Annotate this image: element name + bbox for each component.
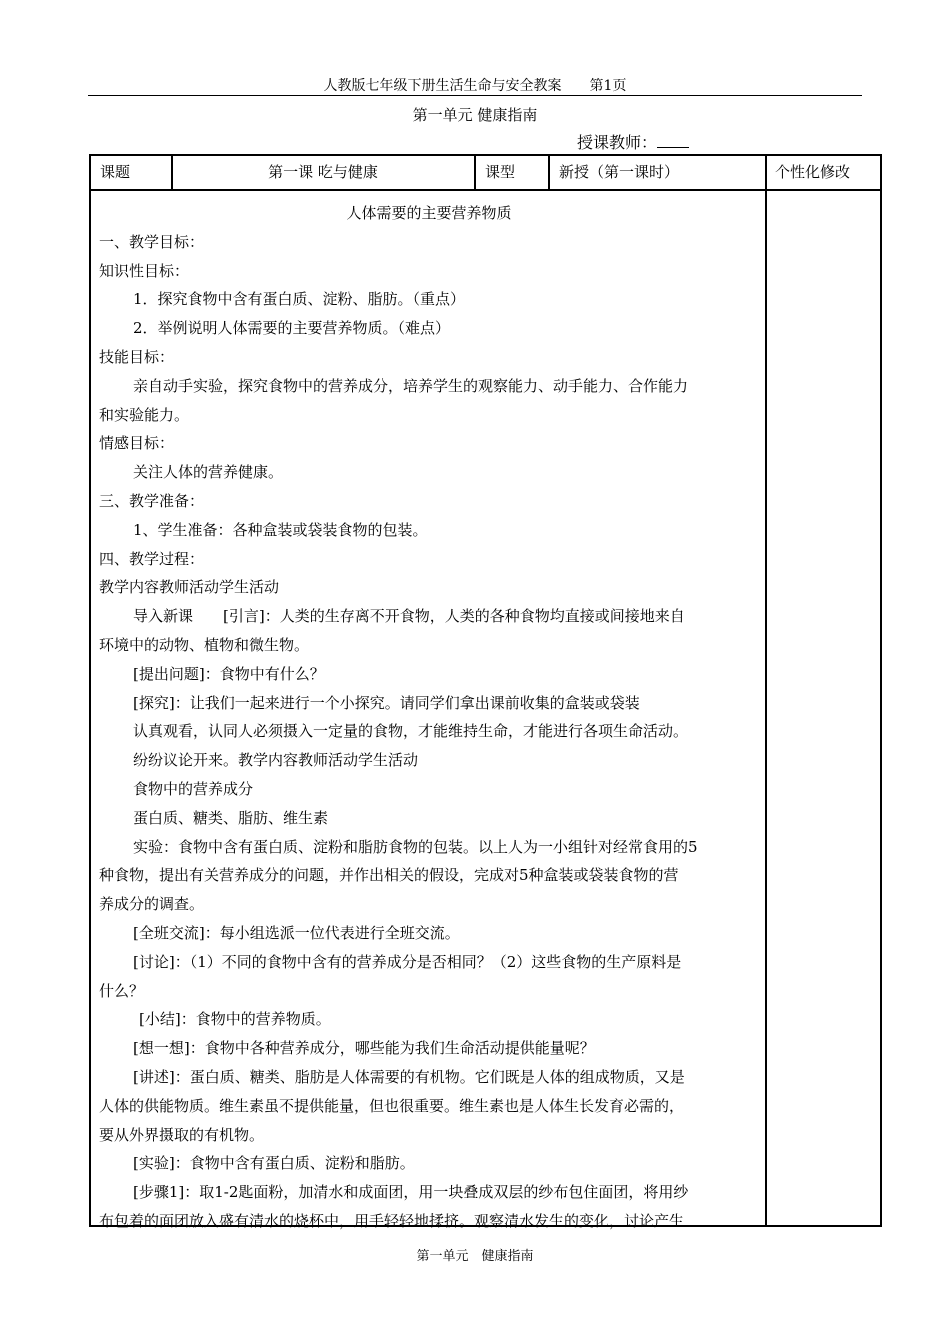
text-line: [讨论]：（1）不同的食物中含有的营养成分是否相同？（2）这些食物的生产原料是 xyxy=(133,952,682,971)
table-border-right xyxy=(880,154,882,1226)
header-rule xyxy=(88,95,862,96)
text-line: [全班交流]：每小组选派一位代表进行全班交流。 xyxy=(133,923,460,942)
text-line: 1．探究食物中含有蛋白质、淀粉、脂肪。（重点） xyxy=(133,290,466,309)
text-line: 环境中的动物、植物和微生物。 xyxy=(99,635,310,654)
header-cell-type-label: 课型 xyxy=(485,163,516,181)
text-line: [步骤1]：取1-2匙面粉，加清水和成面团，用一块叠成双层的纱布包住面团，将用纱 xyxy=(133,1183,689,1202)
text-line: 实验：食物中含有蛋白质、淀粉和脂肪食物的包装。以上人为一小组针对经常食用的5 xyxy=(133,837,698,856)
text-line: 知识性目标： xyxy=(99,261,190,280)
text-line: 2．举例说明人体需要的主要营养物质。（难点） xyxy=(133,319,451,338)
text-line: 纷纷议论开来。教学内容教师活动学生活动 xyxy=(133,751,419,770)
text-line: 导入新课 [引言]：人类的生存离不开食物，人类的各种食物均直接或间接地来自 xyxy=(133,607,685,626)
text-line: 一、教学目标： xyxy=(99,232,205,251)
lesson-body xyxy=(99,199,759,1236)
text-line: 什么？ xyxy=(99,981,145,1000)
teacher-blank xyxy=(657,133,689,148)
text-line: [提出问题]：食物中有什么？ xyxy=(133,664,325,683)
text-line: 教学内容教师活动学生活动 xyxy=(99,578,280,597)
text-line: 四、教学过程： xyxy=(99,549,205,568)
text-line: 布包着的面团放入盛有清水的烧杯中，用手轻轻地揉挤。观察清水发生的变化，讨论产生 xyxy=(99,1211,685,1230)
header-cell-topic: 第一课 吃与健康 xyxy=(268,163,378,181)
text-line: [实验]：食物中含有蛋白质、淀粉和脂肪。 xyxy=(133,1154,415,1173)
text-line: 1、学生准备：各种盒装或袋装食物的包装。 xyxy=(133,520,428,539)
unit-title: 第一单元 健康指南 xyxy=(412,106,538,124)
page-header: 人教版七年级下册生活生命与安全教案 第1页 xyxy=(323,78,627,94)
text-line: 要从外界摄取的有机物。 xyxy=(99,1125,265,1144)
text-line: 食物中的营养成分 xyxy=(133,779,254,798)
table-col-divider-2 xyxy=(474,154,476,190)
text-line: 蛋白质、糖类、脂肪、维生素 xyxy=(133,808,329,827)
text-line: 技能目标： xyxy=(99,347,175,366)
page-footer: 第一单元 健康指南 xyxy=(416,1249,534,1264)
teacher-field xyxy=(577,132,689,154)
text-line: 认真观看，认同人必须摄入一定量的食物，才能维持生命，才能进行各项生命活动。 xyxy=(133,722,689,741)
teacher-label: 授课教师： xyxy=(577,133,658,152)
text-line: 关注人体的营养健康。 xyxy=(133,463,284,482)
text-line: 亲自动手实验，探究食物中的营养成分，培养学生的观察能力、动手能力、合作能力 xyxy=(133,376,689,395)
table-header-divider xyxy=(89,189,882,191)
table-col-divider-4 xyxy=(765,154,767,1226)
text-line: [小结]：食物中的营养物质。 xyxy=(139,1010,331,1029)
text-line: [探究]：让我们一起来进行一个小探究。请同学们拿出课前收集的盒装或袋装 xyxy=(133,693,640,712)
text-line: [讲述]：蛋白质、糖类、脂肪是人体需要的有机物。它们既是人体的组成物质，又是 xyxy=(133,1067,685,1086)
header-cell-custom: 个性化修改 xyxy=(775,163,851,181)
text-line: [想一想]：食物中各种营养成分，哪些能为我们生命活动提供能量呢？ xyxy=(133,1039,595,1058)
header-cell-topic-label: 课题 xyxy=(100,163,131,181)
text-line: 情感目标： xyxy=(99,434,175,453)
text-line: 人体的供能物质。维生素虽不提供能量，但也很重要。维生素也是人体生长发育必需的， xyxy=(99,1096,685,1115)
text-line: 和实验能力。 xyxy=(99,405,190,424)
table-col-divider-3 xyxy=(548,154,550,190)
text-line: 种食物，提出有关营养成分的问题，并作出相关的假设，完成对5种盒装或袋装食物的营 xyxy=(99,866,679,885)
text-line: 养成分的调查。 xyxy=(99,895,205,914)
text-line: 三、教学准备： xyxy=(99,491,205,510)
table-border-left xyxy=(89,154,91,1226)
section-title: 人体需要的主要营养物质 xyxy=(346,204,512,222)
header-cell-type: 新授（第一课时） xyxy=(559,163,680,181)
